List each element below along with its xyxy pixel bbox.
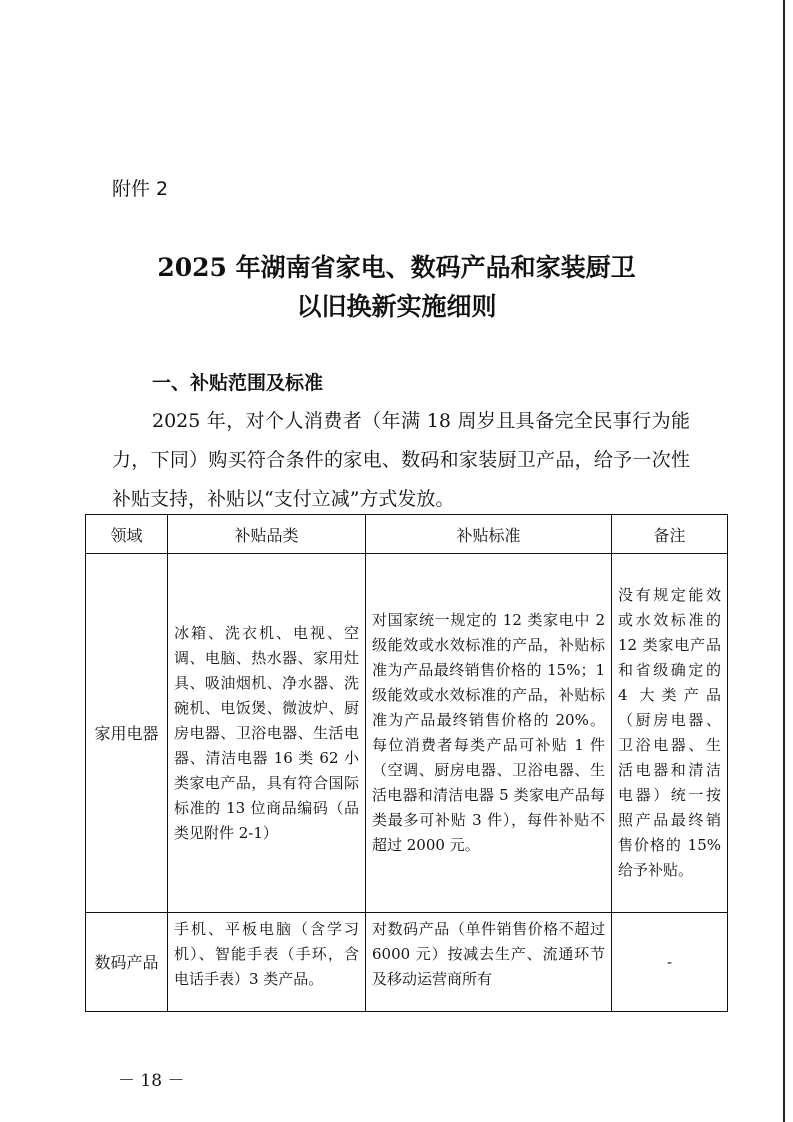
cell-category: 冰箱、洗衣机、电视、空调、电脑、热水器、家用灶具、吸油烟机、净水器、洗碗机、电饭煲、微波炉、厨房电器、卫浴电器、生活电器、清洁电器 16 类 62 小类家电产品，具有符合国际标准的 13 位商品编码（品类见附件 2-1） [168, 554, 366, 913]
attachment-label: 附件 2 [112, 178, 169, 200]
table-row [86, 554, 728, 913]
header-note: 备注 [612, 515, 728, 554]
document-title-line-2: 以旧换新实施细则 [296, 292, 497, 321]
table-row [86, 913, 728, 1012]
cell-standard: 对国家统一规定的 12 类家电中 2 级能效或水效标准的产品，补贴标准为产品最终销售价格的 15%；1 级能效或水效标准的产品，补贴标准为产品最终销售价格的 20%。每位消费者每类产品可补贴 1 件（空调、厨房电器、卫浴电器、生活电器和清洁电器 5 类家电产品每类最多可补贴 3 件），每件补贴不超过 2000 元。 [366, 554, 612, 913]
page-number: － 18 － [118, 1071, 185, 1091]
cell-domain: 家用电器 [86, 554, 168, 913]
scan-edge-line [783, 0, 785, 1122]
document-title-line-1: 2025 年湖南省家电、数码产品和家装厨卫 [157, 253, 636, 282]
cell-note: 没有规定能效或水效标准的 12 类家电产品和省级确定的 4 大类产品（厨房电器、卫浴电器、生活电器和清洁电器）统一按照产品最终销售价格的 15% 给予补贴。 [612, 554, 728, 913]
cell-note: - [612, 913, 728, 1012]
header-domain: 领域 [86, 515, 168, 554]
section-heading: 一、补贴范围及标准 [152, 372, 324, 394]
cell-category: 手机、平板电脑（含学习机）、智能手表（手环，含电话手表）3 类产品。 [168, 913, 366, 1012]
header-category: 补贴品类 [168, 515, 366, 554]
subsidy-table [85, 514, 728, 1012]
table-header-row [86, 515, 728, 554]
intro-paragraph: 2025 年，对个人消费者（年满 18 周岁且具备完全民事行为能力，下同）购买符合条件的家电、数码和家装厨卫产品，给予一次性补贴支持，补贴以“支付立减”方式发放。 [112, 410, 690, 510]
cell-standard: 对数码产品（单件销售价格不超过 6000 元）按减去生产、流通环节及移动运营商所有 [366, 913, 612, 1012]
header-standard: 补贴标准 [366, 515, 612, 554]
cell-domain: 数码产品 [86, 913, 168, 1012]
